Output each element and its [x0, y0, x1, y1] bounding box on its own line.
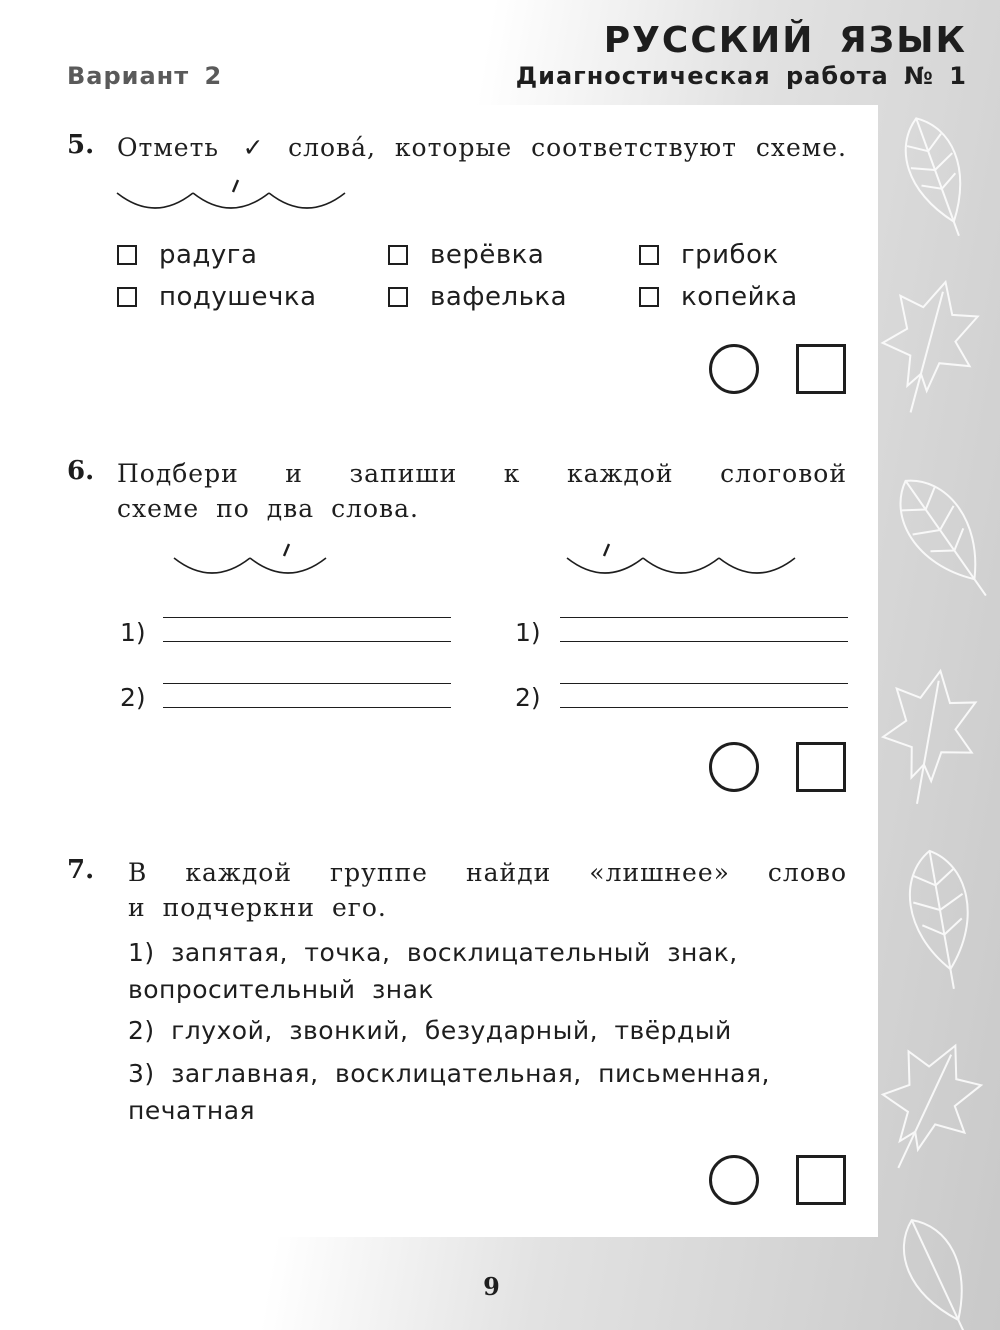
task-5-instruction: [117, 130, 847, 165]
checkbox-icon[interactable]: [639, 245, 659, 265]
task-5-text-after: слова́, которые соответствуют схеме.: [288, 133, 847, 162]
answer-label: 1): [120, 618, 146, 647]
task-5-text-before: Отметь: [117, 133, 220, 162]
option-radug[interactable]: [117, 240, 257, 270]
syllable-arc: [174, 558, 250, 573]
option-podushechka[interactable]: [117, 282, 317, 312]
word-group-1-cont: вопросительный знак: [128, 975, 435, 1004]
word-group-3-cont: печатная: [128, 1096, 256, 1125]
syllable-scheme-left: [172, 540, 328, 580]
syllable-scheme-task5: [115, 178, 347, 218]
answer-label: 2): [120, 683, 146, 712]
leaf-icon: [893, 110, 982, 244]
option-kopeyka[interactable]: [639, 282, 798, 312]
option-label: подушечка: [159, 282, 317, 312]
syllable-arc: [117, 193, 193, 208]
leaf-icon: [873, 663, 985, 812]
syllable-arc: [719, 558, 795, 573]
option-label: радуга: [159, 240, 258, 270]
checkbox-icon[interactable]: [388, 287, 408, 307]
task-7-text-line1: В каждой группе найди «лишнее» слово: [128, 858, 847, 887]
answer-line[interactable]: [163, 707, 451, 708]
leaf-icon: [870, 1027, 996, 1187]
task-6-number: 6.: [67, 456, 95, 486]
option-label: копейка: [681, 282, 798, 312]
syllable-arc: [567, 558, 643, 573]
subject-title: РУССКИЙ ЯЗЫК: [603, 20, 967, 61]
answer-label: 1): [515, 618, 541, 647]
leaf-icon: [890, 1210, 987, 1330]
answer-line[interactable]: [560, 683, 848, 684]
answer-line[interactable]: [560, 641, 848, 642]
option-verevka[interactable]: [388, 240, 544, 270]
stress-mark-icon: [284, 544, 289, 556]
score-square-icon: [796, 344, 846, 394]
leaf-decoration: [870, 90, 1000, 1330]
leaf-icon: [883, 465, 1000, 612]
checkbox-icon[interactable]: [117, 245, 137, 265]
page-number: 9: [483, 1272, 500, 1301]
check-mark-icon: ✓: [242, 133, 265, 162]
option-label: верёвка: [430, 240, 545, 270]
score-square-icon: [796, 1155, 846, 1205]
leaf-icon: [902, 846, 982, 994]
answer-line[interactable]: [560, 707, 848, 708]
stress-mark-icon: [604, 544, 609, 556]
task-6-text-line1: Подбери и запиши к каждой слоговой: [117, 459, 847, 488]
word-group-3: 3) заглавная, восклицательная, письменная,: [128, 1059, 770, 1088]
option-vafelka[interactable]: [388, 282, 567, 312]
stress-mark-icon: [233, 180, 238, 192]
option-label: грибок: [681, 240, 779, 270]
answer-line[interactable]: [163, 641, 451, 642]
checkbox-icon[interactable]: [117, 287, 137, 307]
task-5-number: 5.: [67, 130, 95, 160]
word-group-2: 2) глухой, звонкий, безударный, твёрдый: [128, 1016, 732, 1045]
syllable-scheme-right: [565, 540, 797, 580]
task-7-number: 7.: [67, 855, 95, 885]
score-circle-icon: [709, 344, 759, 394]
option-label: вафелька: [430, 282, 568, 312]
option-gribok[interactable]: [639, 240, 779, 270]
answer-label: 2): [515, 683, 541, 712]
task-6-text-line2: схеме по два слова.: [117, 494, 419, 523]
checkbox-icon[interactable]: [388, 245, 408, 265]
score-square-icon: [796, 742, 846, 792]
answer-line[interactable]: [560, 617, 848, 618]
score-circle-icon: [709, 742, 759, 792]
leaf-icon: [870, 270, 989, 424]
syllable-arc: [250, 558, 326, 573]
variant-label: Вариант 2: [67, 62, 223, 90]
syllable-arc: [269, 193, 345, 208]
syllable-arc: [643, 558, 719, 573]
checkbox-icon[interactable]: [639, 287, 659, 307]
score-circle-icon: [709, 1155, 759, 1205]
work-title: Диагностическая работа № 1: [515, 62, 967, 90]
word-group-1: 1) запятая, точка, восклицательный знак,: [128, 938, 738, 967]
task-7-text-line2: и подчеркни его.: [128, 893, 387, 922]
syllable-arc: [193, 193, 269, 208]
answer-line[interactable]: [163, 617, 451, 618]
answer-line[interactable]: [163, 683, 451, 684]
